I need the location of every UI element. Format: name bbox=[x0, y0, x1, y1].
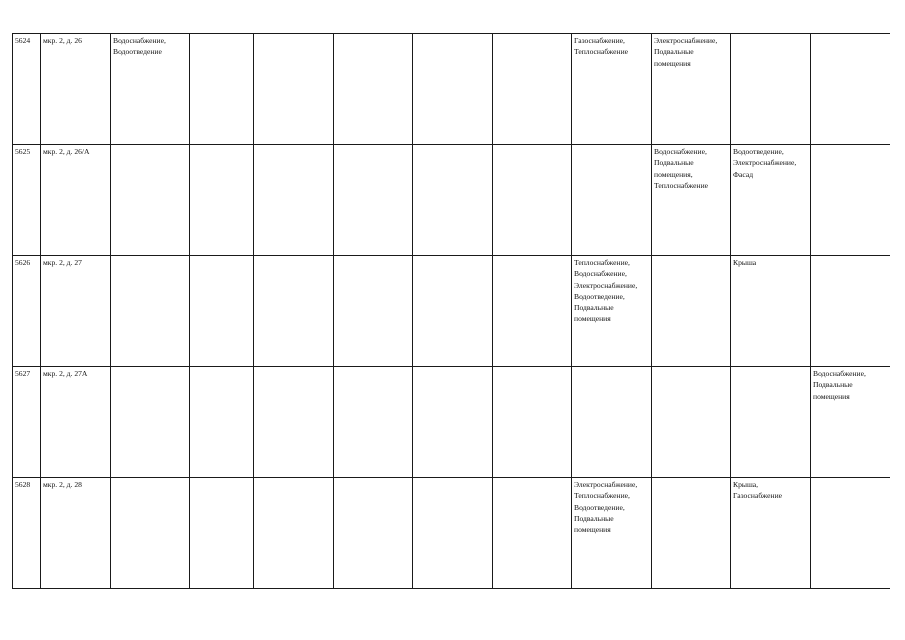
work-type-line: Газоснабжение bbox=[733, 491, 783, 501]
work-type-cell bbox=[111, 478, 190, 589]
work-schedule-table bbox=[12, 33, 890, 589]
work-type-line: Газоснабжение, bbox=[574, 36, 625, 45]
row-number-cell bbox=[13, 478, 41, 589]
work-type-cell bbox=[731, 367, 811, 478]
work-type-line: Водоснабжение, bbox=[813, 369, 866, 378]
work-type-line: Теплоснабжение bbox=[654, 180, 709, 190]
work-type-cell bbox=[111, 256, 190, 367]
work-type-cell bbox=[731, 256, 811, 367]
work-type-cell bbox=[811, 256, 890, 367]
work-type-cell bbox=[652, 145, 731, 256]
work-type-cell bbox=[334, 34, 413, 145]
work-type-cell bbox=[111, 145, 190, 256]
table-row bbox=[13, 145, 890, 256]
work-type-cell bbox=[811, 145, 890, 256]
work-type-line: помещения bbox=[574, 314, 611, 324]
work-type-cell bbox=[413, 34, 493, 145]
work-type-cell bbox=[493, 478, 572, 589]
work-type-cell bbox=[652, 34, 731, 145]
address-cell bbox=[41, 367, 111, 478]
row-number: 5628 bbox=[15, 480, 31, 489]
row-number: 5624 bbox=[15, 36, 31, 45]
work-type-cell bbox=[731, 34, 811, 145]
work-type-cell bbox=[731, 478, 811, 589]
work-type-line: Водоотведение, bbox=[574, 502, 625, 512]
work-type-line: помещения bbox=[574, 525, 611, 535]
work-type-cell bbox=[572, 478, 652, 589]
work-type-cell bbox=[111, 367, 190, 478]
work-type-line: Теплоснабжение, bbox=[574, 258, 630, 267]
work-type-cell bbox=[190, 34, 254, 145]
work-type-cell bbox=[254, 145, 334, 256]
work-type-cell bbox=[652, 478, 731, 589]
work-type-cell bbox=[334, 478, 413, 589]
address-text: мкр. 2, д. 26/А bbox=[43, 147, 90, 156]
work-type-line: помещения, bbox=[654, 169, 693, 179]
work-type-line: Водоотведение bbox=[113, 47, 162, 57]
work-type-line: Подвальные bbox=[654, 158, 694, 168]
address-cell bbox=[41, 256, 111, 367]
table-row bbox=[13, 256, 890, 367]
work-type-cell bbox=[413, 256, 493, 367]
work-type-line: Крыша, bbox=[733, 480, 759, 489]
work-type-line: Подвальные bbox=[574, 303, 614, 313]
work-type-line: Теплоснабжение bbox=[574, 47, 629, 57]
work-type-cell bbox=[572, 145, 652, 256]
work-type-cell bbox=[413, 145, 493, 256]
work-type-cell bbox=[572, 256, 652, 367]
work-type-line: Водоснабжение, bbox=[113, 36, 166, 45]
work-type-line: Подвальные bbox=[574, 513, 614, 523]
table-body bbox=[13, 34, 890, 589]
work-type-line: Электроснабжение, bbox=[654, 36, 718, 45]
row-number-cell bbox=[13, 256, 41, 367]
row-number: 5626 bbox=[15, 258, 31, 267]
row-number-cell bbox=[13, 145, 41, 256]
table-row bbox=[13, 478, 890, 589]
row-number: 5627 bbox=[15, 369, 31, 378]
table-row bbox=[13, 367, 890, 478]
work-type-cell bbox=[190, 256, 254, 367]
work-type-cell bbox=[493, 34, 572, 145]
address-text: мкр. 2, д. 27 bbox=[43, 258, 82, 267]
work-type-cell bbox=[334, 145, 413, 256]
work-type-line: Крыша bbox=[733, 258, 757, 267]
address-text: мкр. 2, д. 27А bbox=[43, 369, 88, 378]
work-type-cell bbox=[652, 256, 731, 367]
work-type-line: Подвальные bbox=[813, 380, 853, 390]
work-type-cell bbox=[811, 34, 890, 145]
work-type-cell bbox=[111, 34, 190, 145]
work-type-line: помещения bbox=[654, 58, 691, 68]
work-type-line: Теплоснабжение, bbox=[574, 491, 630, 501]
work-type-cell bbox=[254, 256, 334, 367]
work-type-line: Водоснабжение, bbox=[654, 147, 707, 156]
work-type-cell bbox=[190, 145, 254, 256]
address-text: мкр. 2, д. 26 bbox=[43, 36, 82, 45]
work-type-cell bbox=[572, 34, 652, 145]
address-cell bbox=[41, 34, 111, 145]
work-type-line: Электроснабжение, bbox=[574, 280, 638, 290]
work-type-cell bbox=[413, 367, 493, 478]
work-type-cell bbox=[731, 145, 811, 256]
work-type-line: Водоотведение, bbox=[574, 291, 625, 301]
work-type-cell bbox=[493, 145, 572, 256]
work-type-cell bbox=[413, 478, 493, 589]
row-number-cell bbox=[13, 34, 41, 145]
work-type-line: Подвальные bbox=[654, 47, 694, 57]
address-text: мкр. 2, д. 28 bbox=[43, 480, 82, 489]
work-type-cell bbox=[334, 256, 413, 367]
work-type-cell bbox=[334, 367, 413, 478]
work-type-cell bbox=[254, 367, 334, 478]
address-cell bbox=[41, 478, 111, 589]
work-type-cell bbox=[190, 478, 254, 589]
work-type-cell bbox=[254, 34, 334, 145]
work-type-cell bbox=[811, 367, 890, 478]
work-type-cell bbox=[254, 478, 334, 589]
row-number: 5625 bbox=[15, 147, 31, 156]
work-type-cell bbox=[190, 367, 254, 478]
work-type-line: Водоотведение, bbox=[733, 147, 784, 156]
work-type-line: Электроснабжение, bbox=[733, 158, 797, 168]
work-type-cell bbox=[572, 367, 652, 478]
work-type-line: Водоснабжение, bbox=[574, 269, 627, 279]
work-type-line: Электроснабжение, bbox=[574, 480, 638, 489]
work-type-cell bbox=[493, 367, 572, 478]
work-type-cell bbox=[652, 367, 731, 478]
work-type-line: помещения bbox=[813, 391, 850, 401]
row-number-cell bbox=[13, 367, 41, 478]
work-type-line: Фасад bbox=[733, 169, 754, 179]
work-type-cell bbox=[811, 478, 890, 589]
address-cell bbox=[41, 145, 111, 256]
table-row bbox=[13, 34, 890, 145]
work-type-cell bbox=[493, 256, 572, 367]
